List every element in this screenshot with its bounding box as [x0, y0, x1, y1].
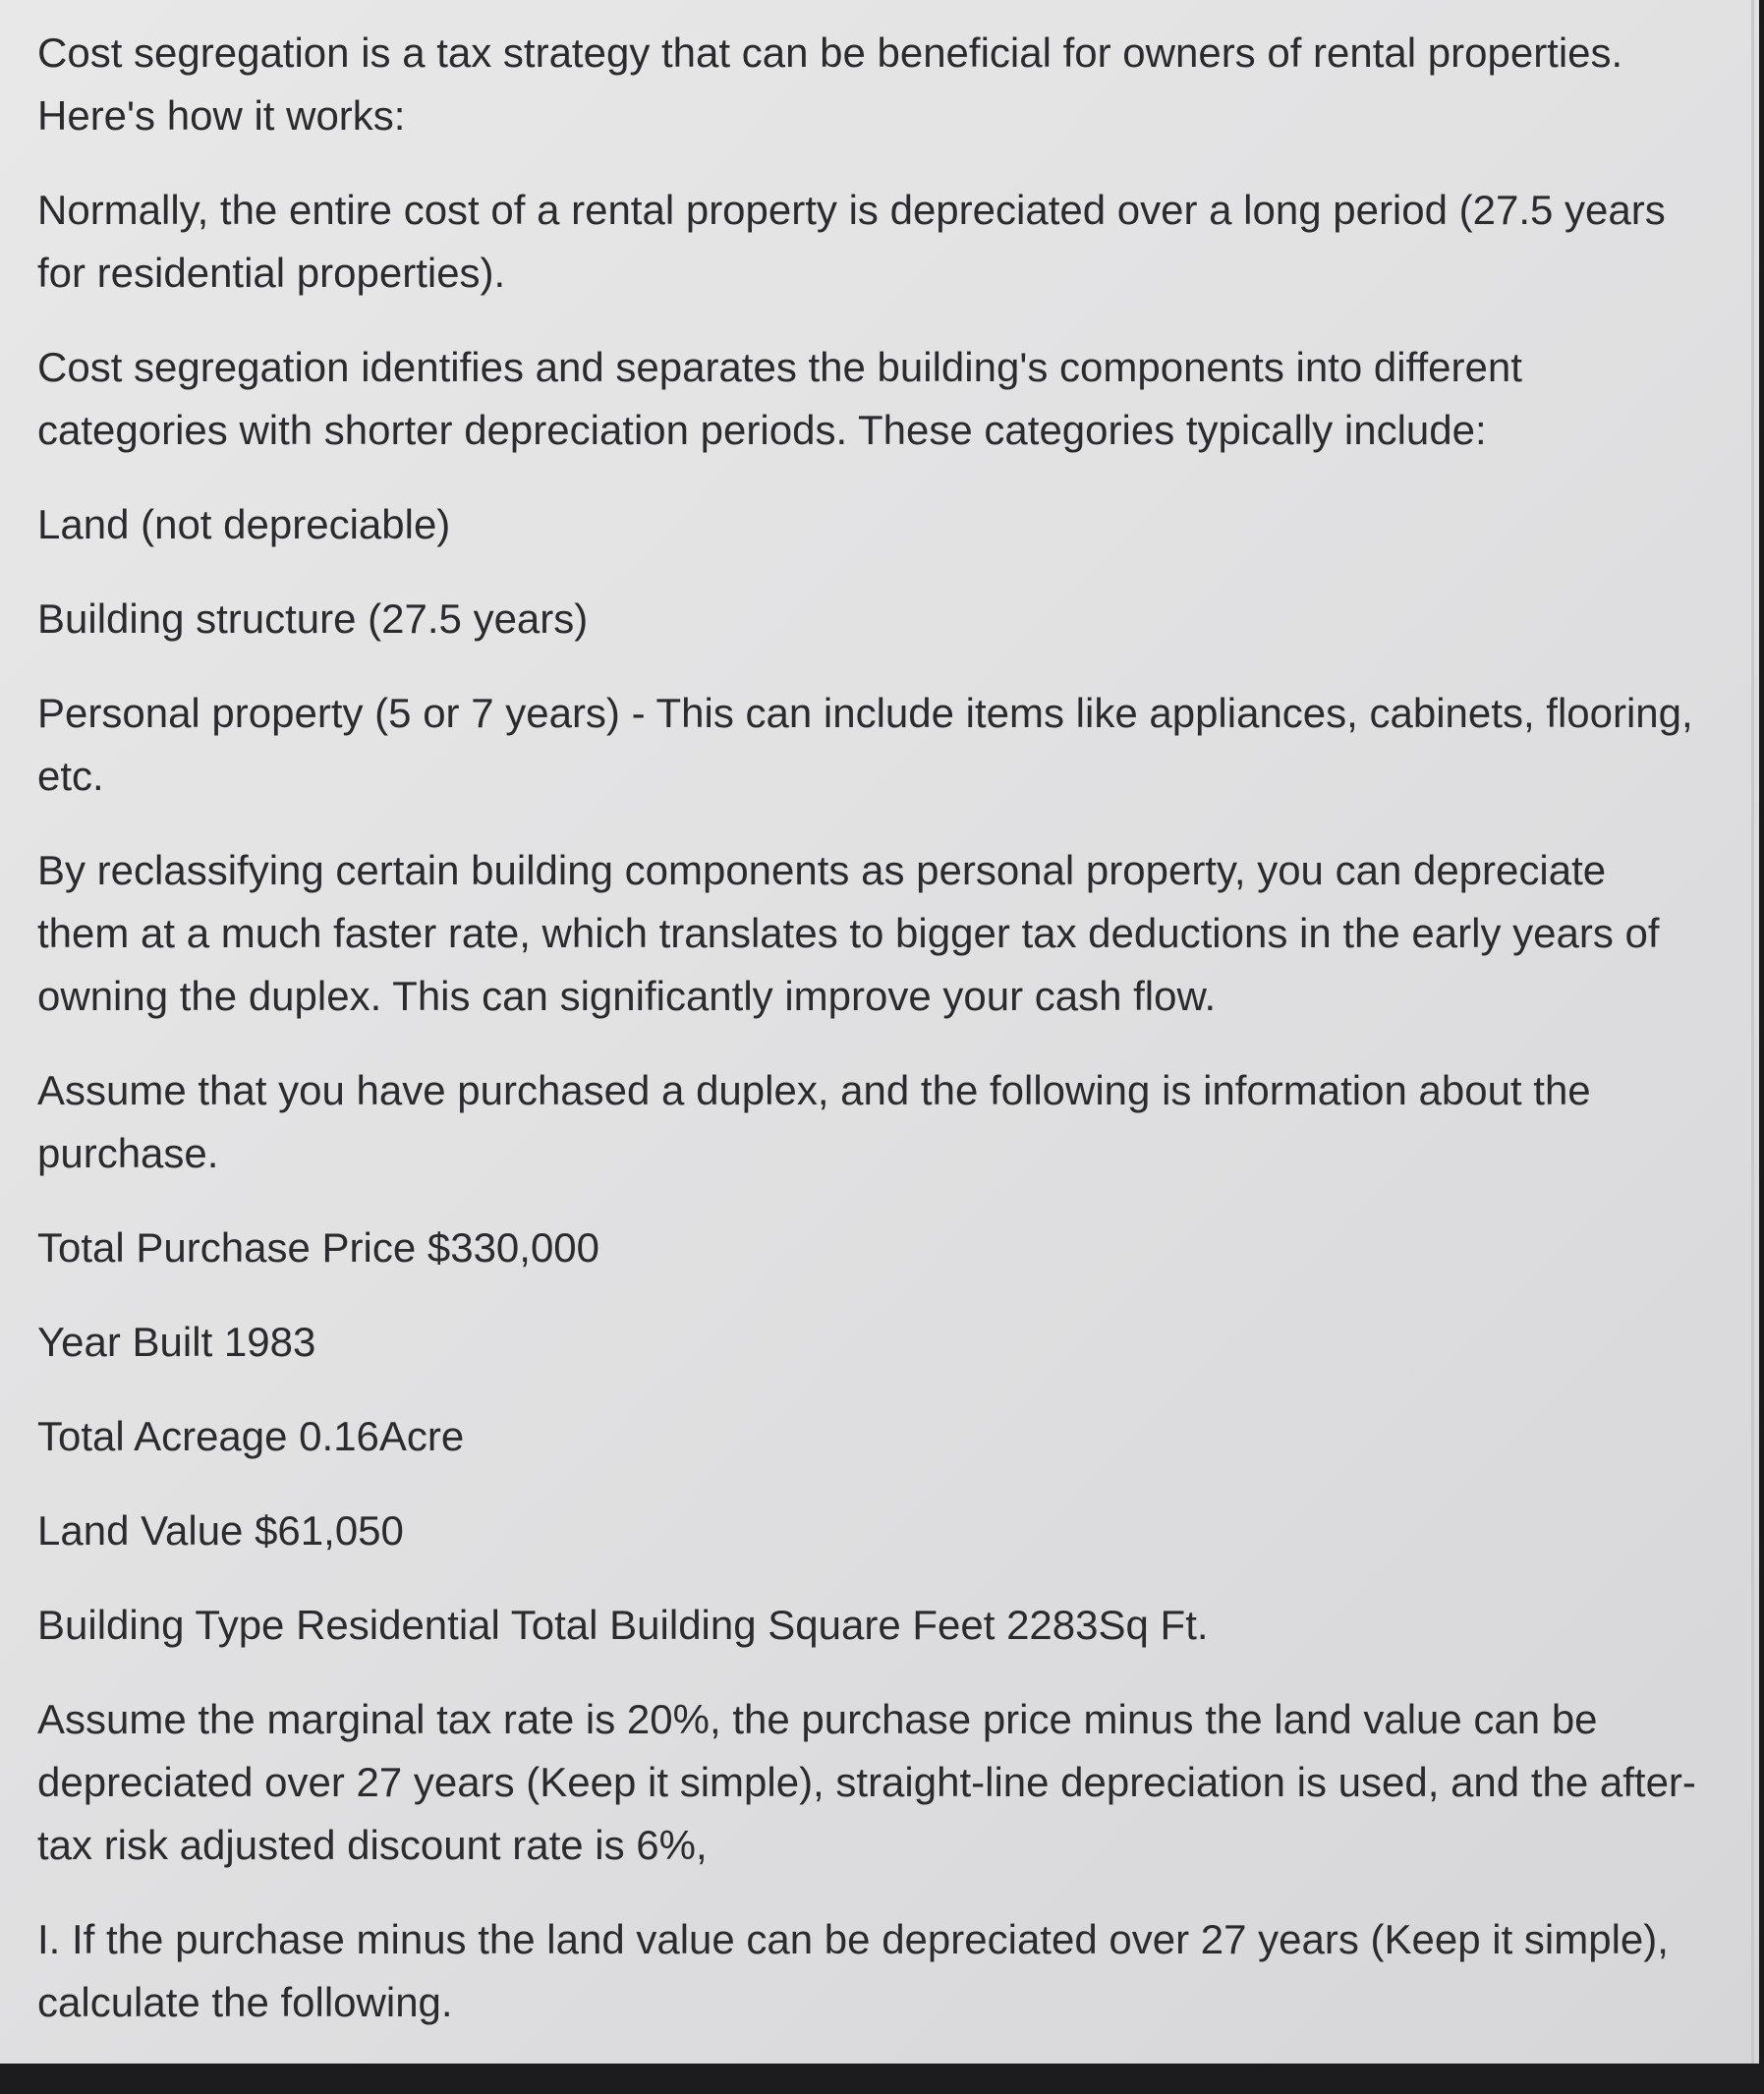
- assumptions-paragraph: Assume the marginal tax rate is 20%, the purchase price minus the land value can be depreciated over 27 years (Keep it simple), straight-line depreciation is used, and the after-tax risk adjusted discount rate is 6%,: [37, 1696, 1696, 1868]
- building-type: Building Type Residential Total Building Square Feet 2283Sq Ft.: [37, 1602, 1209, 1648]
- land-value: Land Value $61,050: [37, 1507, 404, 1554]
- document-body: [37, 22, 1708, 2064]
- category-land: Land (not depreciable): [37, 501, 451, 547]
- reclassifying-paragraph: By reclassifying certain building components as personal property, you can depreciate them at a much faster rate, which translates to bigger tax deductions in the early years of owning the duplex. This can significantly improve your cash flow.: [37, 847, 1660, 1019]
- category-personal-property: Personal property (5 or 7 years) - This can include items like appliances, cabinets, flooring, etc.: [37, 690, 1693, 799]
- category-building-structure: Building structure (27.5 years): [37, 595, 589, 642]
- assume-purchase-paragraph: Assume that you have purchased a duplex, and the following is information about the purchase.: [37, 1067, 1591, 1176]
- total-acreage: Total Acreage 0.16Acre: [37, 1413, 465, 1459]
- categories-paragraph: Cost segregation identifies and separates the building's components into different categories with shorter depreciation periods. These categories typically include:: [37, 344, 1522, 453]
- bottom-bar: [0, 2064, 1764, 2094]
- page-right-border: [1751, 0, 1754, 2064]
- year-built: Year Built 1983: [37, 1319, 316, 1365]
- normal-depreciation-paragraph: Normally, the entire cost of a rental property is depreciated over a long period (27.5 years for residential properties).: [37, 187, 1666, 296]
- intro-paragraph: Cost segregation is a tax strategy that can be beneficial for owners of rental properties. Here's how it works:: [37, 29, 1623, 139]
- total-purchase-price: Total Purchase Price $330,000: [37, 1224, 600, 1271]
- question-one: I. If the purchase minus the land value can be depreciated over 27 years (Keep it simple), calculate the following.: [37, 1916, 1669, 2025]
